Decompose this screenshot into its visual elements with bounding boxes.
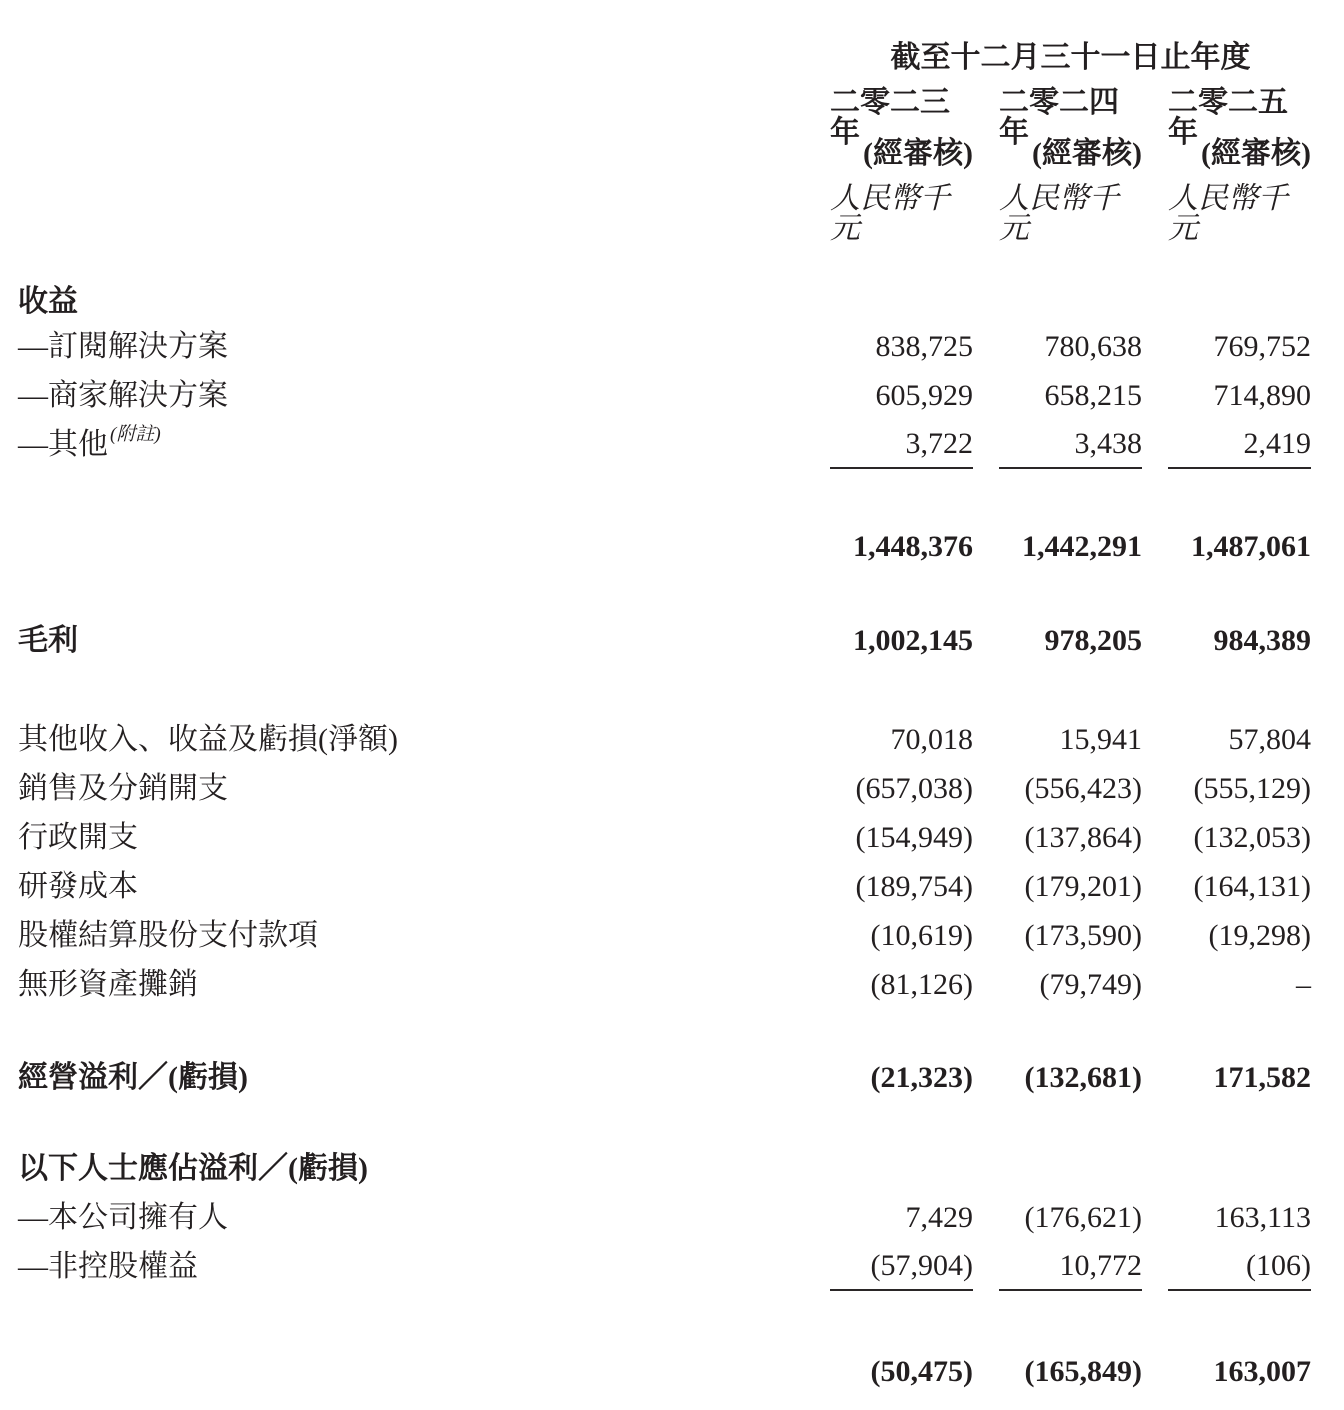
value-2024: (165,849) [1024,1354,1142,1388]
value-2025: 163,113 [1214,1200,1311,1234]
value-2023: (81,126) [870,967,973,1001]
table-row-share-based-payments [18,911,1311,960]
value-2025: 984,389 [1213,623,1311,657]
value-2023: 1,448,376 [853,529,973,563]
value-2024 [999,1144,1142,1193]
table-row-subscription-solutions [18,322,1311,371]
value-2024: (137,864) [1024,820,1142,854]
row-label: 股權結算股份支付款項 [18,918,318,952]
table-row-operating-profit [18,1053,1311,1102]
value-2023: 3,722 [830,420,973,469]
value-2024: 1,442,291 [1022,529,1142,563]
value-2023: (10,619) [870,918,973,952]
table-row-amortisation [18,960,1311,1009]
value-2025: – [1296,967,1311,1001]
value-2025: 769,752 [1213,329,1311,363]
value-2025: 2,419 [1168,420,1311,469]
value-2024: (179,201) [1024,869,1142,903]
value-2025 [1168,1144,1311,1193]
year-header-row [18,86,1311,149]
table-row-owners-of-company [18,1193,1311,1242]
value-2024: (173,590) [1024,918,1142,952]
table-row-total-revenue [18,522,1311,571]
table-row-merchant-solutions [18,371,1311,420]
value-2024: 3,438 [999,420,1142,469]
year-column-header-2023: 二零二三年 [830,86,950,149]
audited-label-2025: (經審核) [1201,137,1311,170]
value-2025: (19,298) [1208,918,1311,952]
table-row-total-profit [18,1347,1311,1396]
audited-label-2023: (經審核) [863,137,973,170]
value-2024: (176,621) [1024,1200,1142,1234]
section-label: 以下人士應佔溢利／(虧損) [18,1151,368,1185]
spacer [18,136,804,172]
period-title: 截至十二月三十一日止年度 [890,41,1251,74]
value-2024: (132,681) [1024,1060,1142,1094]
row-label: 經營溢利／(虧損) [18,1060,248,1094]
value-2023: 605,929 [875,378,973,412]
value-2024: (79,749) [1039,967,1142,1001]
value-2023 [830,282,973,322]
value-2023: (189,754) [855,869,973,903]
value-2023: 70,018 [890,722,973,756]
table-row-revenue-section [18,282,1311,322]
row-label: —訂閱解決方案 [18,329,228,363]
row-label [18,1347,804,1396]
value-2024: 15,941 [1059,722,1142,756]
value-2023: (21,323) [870,1060,973,1094]
spacer [18,40,804,76]
value-2025: (555,129) [1193,771,1311,805]
row-label-text: —其他 [18,427,108,461]
row-label: —非控股權益 [18,1249,198,1283]
value-2023: (657,038) [855,771,973,805]
value-2024: 658,215 [1044,378,1142,412]
row-label: —本公司擁有人 [18,1200,228,1234]
row-label: 毛利 [18,623,78,657]
table-row-rd-costs [18,862,1311,911]
value-2025: 57,804 [1228,722,1311,756]
value-2025: (164,131) [1193,869,1311,903]
table-row-gross-profit [18,616,1311,665]
footnote-marker: (附註) [110,424,161,445]
value-2023: 838,725 [875,329,973,363]
value-2024: 978,205 [1044,623,1142,657]
row-label: 其他收入、收益及虧損(淨額) [18,722,398,756]
value-2023: 7,429 [905,1200,973,1234]
value-2025: 1,487,061 [1191,529,1311,563]
value-2024: 780,638 [1044,329,1142,363]
value-2025: 163,007 [1213,1354,1311,1388]
value-2025: (132,053) [1193,820,1311,854]
currency-unit-label-2024: 人民幣千元 [999,182,1119,245]
table-row-attributable-section [18,1144,1311,1193]
table-row-non-controlling-interests [18,1242,1311,1291]
value-2025: (106) [1168,1242,1311,1291]
value-2023: 1,002,145 [853,623,973,657]
row-label: 研發成本 [18,869,138,903]
value-2023: (57,904) [830,1242,973,1291]
value-2024 [999,282,1142,322]
table-row-selling-expenses [18,764,1311,813]
currency-unit-label-2025: 人民幣千元 [1168,182,1288,245]
value-2023: (50,475) [870,1354,973,1388]
section-label: 收益 [18,285,78,318]
unit-header-row [18,182,1311,245]
value-2024: 10,772 [999,1242,1142,1291]
value-2023: (154,949) [855,820,973,854]
audited-header-row [18,136,1311,172]
table-row-others [18,420,1311,469]
audited-label-2024: (經審核) [1032,137,1142,170]
row-label: —商家解決方案 [18,378,228,412]
table-row-admin-expenses [18,813,1311,862]
table-row-other-income [18,715,1311,764]
row-label [18,522,804,571]
year-column-header-2025: 二零二五年 [1168,86,1288,149]
row-label [18,420,804,469]
value-2025: 171,582 [1213,1060,1311,1094]
row-label: 銷售及分銷開支 [18,771,228,805]
spacer [18,184,804,244]
value-2025: 714,890 [1213,378,1311,412]
year-column-header-2024: 二零二四年 [999,86,1119,149]
currency-unit-label-2023: 人民幣千元 [830,182,950,245]
row-label: 行政開支 [18,820,138,854]
value-2024: (556,423) [1024,771,1142,805]
value-2023 [830,1144,973,1193]
row-label: 無形資產攤銷 [18,967,198,1001]
value-2025 [1168,282,1311,322]
period-header-row [18,40,1311,76]
